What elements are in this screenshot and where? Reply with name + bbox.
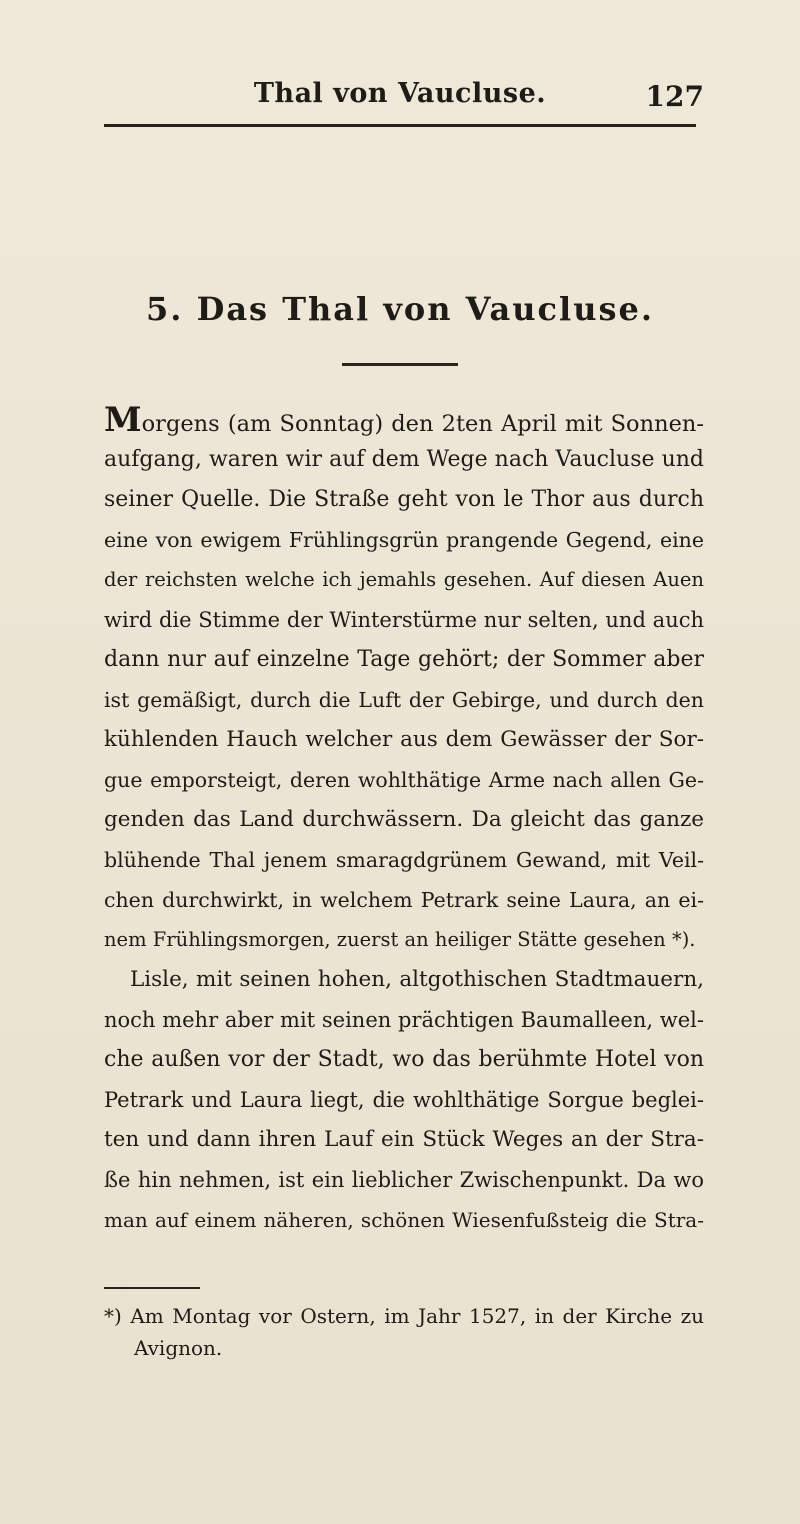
footnote-line: *) Am Montag vor Ostern, im Jahr 1527, in der Kirche zu (104, 1304, 704, 1328)
text-line: noch mehr aber mit seinen prächtigen Baumalleen, wel- (104, 1008, 704, 1032)
title-rule (342, 363, 458, 366)
text-line: ten und dann ihren Lauf ein Stück Weges an der Stra- (104, 1127, 704, 1152)
footnote-line: Avignon. (134, 1336, 223, 1360)
text-line: Lisle, mit seinen hohen, altgothischen Stadtmauern, (130, 967, 704, 992)
text-line: gue emporsteigt, deren wohlthätige Arme nach allen Ge- (104, 768, 704, 792)
text-line-content: orgens (am Sonntag) den 2ten April mit Sonnen- (141, 411, 704, 437)
text-line: seiner Quelle. Die Straße geht von le Thor aus durch (104, 487, 704, 512)
text-line: eine von ewigem Frühlingsgrün prangende Gegend, eine (104, 528, 704, 552)
text-line: genden das Land durchwässern. Da gleicht das ganze (104, 807, 704, 832)
text-line: che außen vor der Stadt, wo das berühmte Hotel von (104, 1047, 704, 1072)
text-line: der reichsten welche ich jemahls gesehen. Auf diesen Auen (104, 568, 704, 591)
text-line: ist gemäßigt, durch die Luft der Gebirge, und durch den (104, 688, 704, 712)
text-line (104, 400, 704, 440)
text-line: Petrark und Laura liegt, die wohlthätige Sorgue beglei- (104, 1088, 704, 1112)
text-line: blühende Thal jenem smaragdgrünem Gewand, mit Veil- (104, 848, 704, 872)
running-head (0, 78, 800, 118)
footnote (104, 1300, 704, 1364)
text-line: nem Frühlingsmorgen, zuerst an heiliger Stätte gesehen *). (104, 928, 696, 951)
text-line: aufgang, waren wir auf dem Wege nach Vaucluse und (104, 447, 704, 472)
page-number: 127 (645, 80, 704, 113)
text-line: kühlenden Hauch welcher aus dem Gewässer der Sor- (104, 727, 704, 752)
text-line: chen durchwirkt, in welchem Petrark seine Laura, an ei- (104, 888, 704, 912)
initial-letter: M (104, 400, 142, 440)
header-rule (104, 124, 696, 127)
body-text (104, 400, 704, 1240)
chapter-title: 5. Das Thal von Vaucluse. (146, 290, 654, 328)
text-line: man auf einem näheren, schönen Wiesenfußsteig die Stra- (104, 1208, 704, 1232)
text-line: wird die Stimme der Winterstürme nur selten, und auch (104, 608, 704, 632)
text-line: dann nur auf einzelne Tage gehört; der Sommer aber (104, 647, 704, 672)
footnote-rule (104, 1287, 200, 1289)
running-title: Thal von Vaucluse. (253, 78, 547, 109)
text-line: ße hin nehmen, ist ein lieblicher Zwischenpunkt. Da wo (104, 1168, 704, 1192)
